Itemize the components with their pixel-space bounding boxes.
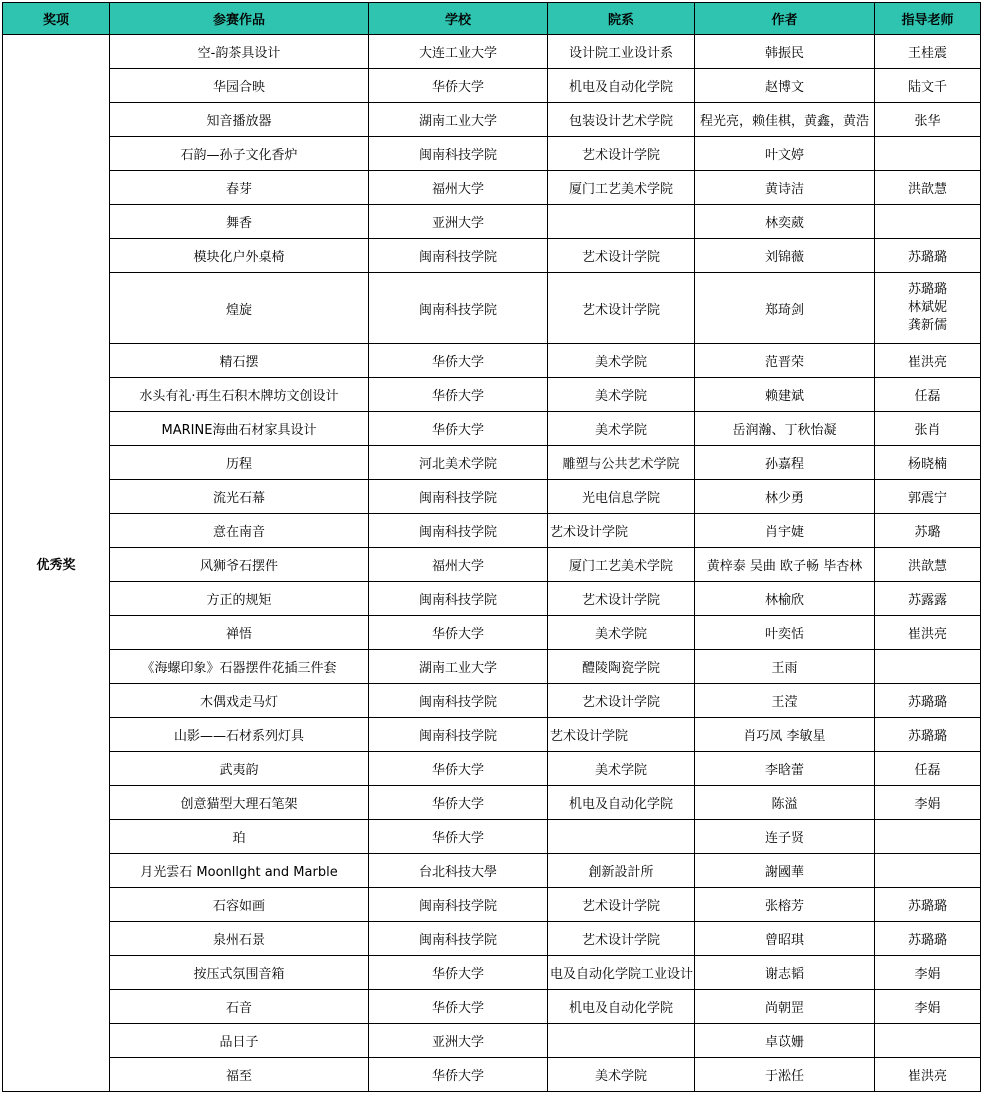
author-cell: 王雨: [695, 650, 875, 684]
dept-cell: 厦门工艺美术学院: [548, 171, 695, 205]
table-row: [3, 820, 981, 854]
dept-cell: [548, 1024, 695, 1058]
dept-cell: 艺术设计学院: [548, 582, 695, 616]
teacher-cell: 洪歆慧: [875, 171, 981, 205]
author-cell: 卓苡姗: [695, 1024, 875, 1058]
author-cell: 謝國華: [695, 854, 875, 888]
work-cell: 月光雲石 Moonllght and Marble: [110, 854, 369, 888]
dept-cell: 美术学院: [548, 1058, 695, 1092]
header-author: 作者: [695, 3, 875, 35]
author-cell: 王滢: [695, 684, 875, 718]
teacher-cell: 崔洪亮: [875, 1058, 981, 1092]
table-row: [3, 854, 981, 888]
author-cell: 林榆欣: [695, 582, 875, 616]
dept-cell: 創新設計所: [548, 854, 695, 888]
work-cell: 精石摆: [110, 344, 369, 378]
teacher-cell: 陆文千: [875, 69, 981, 103]
author-cell: 林奕葳: [695, 205, 875, 239]
work-cell: 华园合映: [110, 69, 369, 103]
author-cell: 范晋荣: [695, 344, 875, 378]
author-cell: 张榕芳: [695, 888, 875, 922]
school-cell: 亚洲大学: [369, 1024, 548, 1058]
teacher-cell: 张华: [875, 103, 981, 137]
work-cell: 泉州石景: [110, 922, 369, 956]
author-cell: 刘锦薇: [695, 239, 875, 273]
teacher-name-line: 苏璐璐: [907, 282, 947, 297]
work-cell: 历程: [110, 446, 369, 480]
teacher-name-line: 龚新儒: [907, 318, 947, 333]
author-cell: 连子贤: [695, 820, 875, 854]
author-cell: 谢志韬: [695, 956, 875, 990]
dept-cell: 美术学院: [548, 344, 695, 378]
dept-cell: 机电及自动化学院: [548, 69, 695, 103]
author-cell: 郑琦剑: [695, 273, 875, 344]
teacher-cell: 李娟: [875, 956, 981, 990]
work-cell: 水头有礼·再生石积木牌坊文创设计: [110, 378, 369, 412]
table-row: [3, 616, 981, 650]
work-cell: 煌旋: [110, 273, 369, 344]
table-row: [3, 171, 981, 205]
work-cell: 福至: [110, 1058, 369, 1092]
school-cell: 河北美术学院: [369, 446, 548, 480]
dept-cell: 艺术设计学院: [548, 718, 695, 752]
teacher-cell: 崔洪亮: [875, 616, 981, 650]
teacher-cell: 任磊: [875, 752, 981, 786]
teacher-cell: 苏璐璐: [875, 718, 981, 752]
school-cell: 闽南科技学院: [369, 273, 548, 344]
school-cell: 闽南科技学院: [369, 582, 548, 616]
dept-cell: 机电及自动化学院: [548, 786, 695, 820]
award-cell: 优秀奖: [3, 35, 110, 1092]
table-row: [3, 990, 981, 1024]
dept-cell: 雕塑与公共艺术学院: [548, 446, 695, 480]
teacher-cell: [875, 650, 981, 684]
dept-cell: 包装设计艺术学院: [548, 103, 695, 137]
author-cell: 李晗蕾: [695, 752, 875, 786]
work-cell: 舞香: [110, 205, 369, 239]
teacher-cell: [875, 854, 981, 888]
work-cell: 按压式氛围音箱: [110, 956, 369, 990]
header-award: 奖项: [3, 3, 110, 35]
dept-cell: 光电信息学院: [548, 480, 695, 514]
school-cell: 闽南科技学院: [369, 137, 548, 171]
work-cell: 空-韵茶具设计: [110, 35, 369, 69]
teacher-cell: [875, 1024, 981, 1058]
table-row: [3, 344, 981, 378]
teacher-cell: [875, 820, 981, 854]
header-teacher: 指导老师: [875, 3, 981, 35]
teacher-cell: 李娟: [875, 990, 981, 1024]
school-cell: 亚洲大学: [369, 205, 548, 239]
author-cell: 于淞任: [695, 1058, 875, 1092]
table-row: [3, 786, 981, 820]
teacher-cell: [875, 205, 981, 239]
school-cell: 福州大学: [369, 171, 548, 205]
work-cell: 模块化户外桌椅: [110, 239, 369, 273]
school-cell: 华侨大学: [369, 786, 548, 820]
dept-cell: [548, 820, 695, 854]
school-cell: 闽南科技学院: [369, 514, 548, 548]
dept-cell: 电及自动化学院工业设计: [548, 956, 695, 990]
dept-cell: 艺术设计学院: [548, 273, 695, 344]
dept-cell: 艺术设计学院: [548, 514, 695, 548]
table-row: [3, 103, 981, 137]
school-cell: 湖南工业大学: [369, 103, 548, 137]
school-cell: 湖南工业大学: [369, 650, 548, 684]
school-cell: 华侨大学: [369, 616, 548, 650]
author-cell: 孙嘉程: [695, 446, 875, 480]
work-cell: 方正的规矩: [110, 582, 369, 616]
teacher-cell: 苏露露: [875, 582, 981, 616]
work-cell: 珀: [110, 820, 369, 854]
work-cell: 山影——石材系列灯具: [110, 718, 369, 752]
school-cell: 华侨大学: [369, 69, 548, 103]
teacher-cell: 任磊: [875, 378, 981, 412]
table-row: [3, 273, 981, 344]
work-cell: 禅悟: [110, 616, 369, 650]
table-row: [3, 137, 981, 171]
school-cell: 华侨大学: [369, 752, 548, 786]
awards-table: [2, 2, 981, 1092]
teacher-cell: 苏璐璐: [875, 922, 981, 956]
table-row: [3, 35, 981, 69]
school-cell: 闽南科技学院: [369, 239, 548, 273]
teacher-cell: 崔洪亮: [875, 344, 981, 378]
teacher-cell: [875, 273, 981, 344]
work-cell: 知音播放器: [110, 103, 369, 137]
work-cell: 石容如画: [110, 888, 369, 922]
table-row: [3, 239, 981, 273]
author-cell: 曾昭琪: [695, 922, 875, 956]
table-row: [3, 922, 981, 956]
table-row: [3, 378, 981, 412]
teacher-name-line: 林斌妮: [907, 300, 947, 315]
work-cell: 石音: [110, 990, 369, 1024]
author-cell: 肖宇婕: [695, 514, 875, 548]
work-cell: 风狮爷石摆件: [110, 548, 369, 582]
table-row: [3, 446, 981, 480]
school-cell: 华侨大学: [369, 956, 548, 990]
work-cell: 意在南音: [110, 514, 369, 548]
table-header-row: [3, 3, 981, 35]
table-row: [3, 684, 981, 718]
table-row: [3, 888, 981, 922]
dept-cell: 厦门工艺美术学院: [548, 548, 695, 582]
work-cell: 武夷韵: [110, 752, 369, 786]
dept-cell: 艺术设计学院: [548, 239, 695, 273]
author-cell: 林少勇: [695, 480, 875, 514]
school-cell: 华侨大学: [369, 990, 548, 1024]
dept-cell: [548, 205, 695, 239]
school-cell: 华侨大学: [369, 344, 548, 378]
author-cell: 黄梓泰 吴曲 欧子畅 毕杏林: [695, 548, 875, 582]
school-cell: 闽南科技学院: [369, 480, 548, 514]
dept-cell: 设计院工业设计系: [548, 35, 695, 69]
teacher-cell: 郭震宁: [875, 480, 981, 514]
author-cell: 赵博文: [695, 69, 875, 103]
teacher-cell: 杨晓楠: [875, 446, 981, 480]
author-cell: 尚朝罡: [695, 990, 875, 1024]
teacher-cell: 李娟: [875, 786, 981, 820]
dept-cell: 美术学院: [548, 378, 695, 412]
work-cell: 流光石幕: [110, 480, 369, 514]
author-cell: 黄诗洁: [695, 171, 875, 205]
table-row: [3, 480, 981, 514]
table-row: [3, 718, 981, 752]
work-cell: MARINE海曲石材家具设计: [110, 412, 369, 446]
work-cell: 木偶戏走马灯: [110, 684, 369, 718]
dept-cell: 艺术设计学院: [548, 888, 695, 922]
work-cell: 春芽: [110, 171, 369, 205]
teacher-cell: 张肖: [875, 412, 981, 446]
dept-cell: 艺术设计学院: [548, 137, 695, 171]
dept-cell: 艺术设计学院: [548, 684, 695, 718]
header-work: 参赛作品: [110, 3, 369, 35]
author-cell: 叶奕恬: [695, 616, 875, 650]
author-cell: 肖巧凤 李敏星: [695, 718, 875, 752]
dept-cell: 美术学院: [548, 616, 695, 650]
table-row: [3, 514, 981, 548]
teacher-cell: 洪歆慧: [875, 548, 981, 582]
teacher-cell: 苏璐璐: [875, 239, 981, 273]
dept-cell: 艺术设计学院: [548, 922, 695, 956]
school-cell: 闽南科技学院: [369, 684, 548, 718]
dept-cell: 机电及自动化学院: [548, 990, 695, 1024]
school-cell: 闽南科技学院: [369, 922, 548, 956]
work-cell: 石韵—孙子文化香炉: [110, 137, 369, 171]
work-cell: 品日子: [110, 1024, 369, 1058]
table-row: [3, 1058, 981, 1092]
teacher-cell: 苏璐璐: [875, 684, 981, 718]
teacher-cell: 苏璐: [875, 514, 981, 548]
table-row: [3, 956, 981, 990]
school-cell: 华侨大学: [369, 1058, 548, 1092]
author-cell: 岳润瀚、丁秋怡凝: [695, 412, 875, 446]
school-cell: 华侨大学: [369, 820, 548, 854]
header-dept: 院系: [548, 3, 695, 35]
work-cell: 《海螺印象》石器摆件花插三件套: [110, 650, 369, 684]
table-body: [3, 35, 981, 1092]
school-cell: 福州大学: [369, 548, 548, 582]
table-row: [3, 752, 981, 786]
teacher-cell: [875, 137, 981, 171]
dept-cell: 美术学院: [548, 752, 695, 786]
table-row: [3, 205, 981, 239]
table-row: [3, 548, 981, 582]
teacher-cell: 王桂震: [875, 35, 981, 69]
school-cell: 闽南科技学院: [369, 718, 548, 752]
dept-cell: 醴陵陶瓷学院: [548, 650, 695, 684]
table-row: [3, 582, 981, 616]
header-school: 学校: [369, 3, 548, 35]
table-row: [3, 69, 981, 103]
teacher-cell: 苏璐璐: [875, 888, 981, 922]
table-row: [3, 412, 981, 446]
school-cell: 华侨大学: [369, 378, 548, 412]
author-cell: 赖建斌: [695, 378, 875, 412]
dept-cell: 美术学院: [548, 412, 695, 446]
author-cell: 陈溢: [695, 786, 875, 820]
school-cell: 华侨大学: [369, 412, 548, 446]
author-cell: 叶文婷: [695, 137, 875, 171]
table-row: [3, 650, 981, 684]
work-cell: 创意猫型大理石笔架: [110, 786, 369, 820]
school-cell: 台北科技大學: [369, 854, 548, 888]
table-row: [3, 1024, 981, 1058]
author-cell: 韩振民: [695, 35, 875, 69]
school-cell: 大连工业大学: [369, 35, 548, 69]
school-cell: 闽南科技学院: [369, 888, 548, 922]
author-cell: 程光亮，赖佳棋，黄鑫，黄浩: [695, 103, 875, 137]
